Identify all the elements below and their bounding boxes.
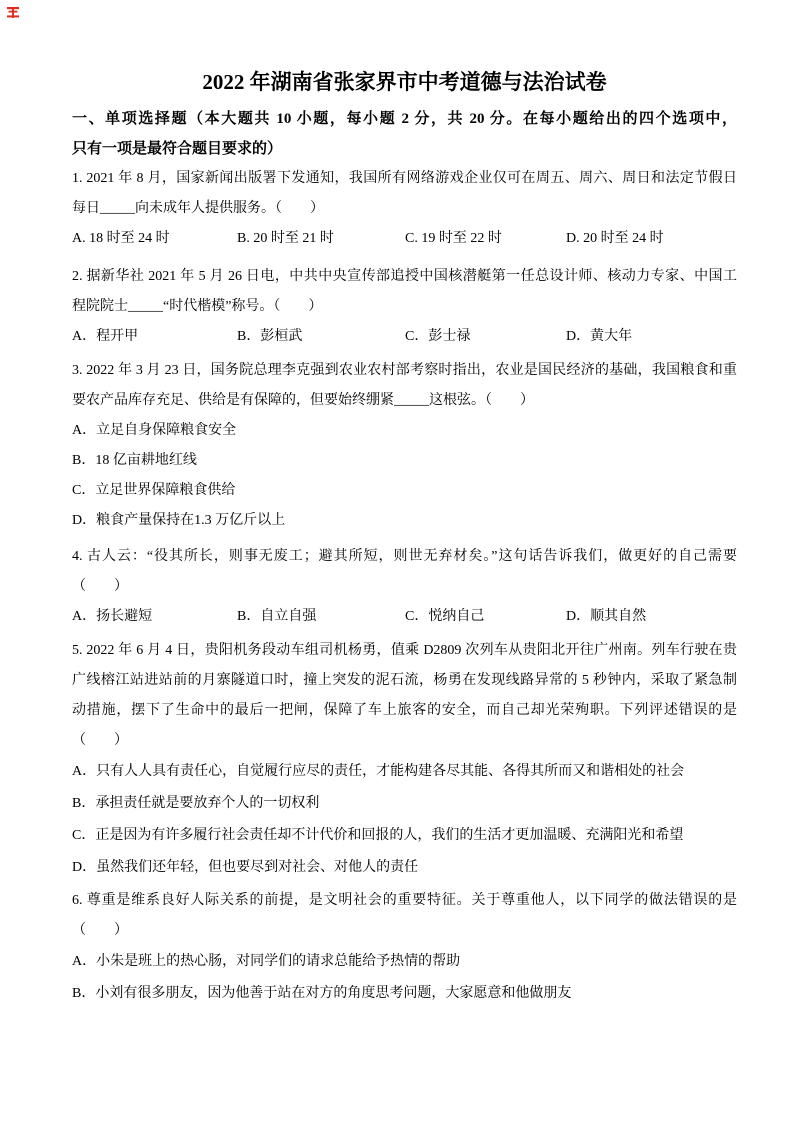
question-5-text-line-2: 广线榕江站进站前的月寨隧道口时，撞上突发的泥石流，杨勇在发现线路异常的 5 秒钟内，采取了紧急制 [72, 673, 737, 688]
question-2-option-a: A．程开甲 [72, 329, 139, 344]
question-4-option-d: D．顺其自然 [566, 609, 647, 624]
question-1-options-row [72, 224, 737, 254]
red-stamp-icon [7, 7, 19, 18]
question-6-text-line-2: （ ） [72, 923, 128, 938]
question-5-text-line-1: 5. 2022 年 6 月 4 日，贵阳机务段动车组司机杨勇，值乘 D2809 次列车从贵阳北开往广州南。列车行驶在贵 [72, 643, 737, 658]
question-3-option-a: A．立足自身保障粮食安全 [72, 423, 237, 438]
section-header-line-1: 一、单项选择题（本大题共 10 小题，每小题 2 分，共 20 分。在每小题给出的四个选项中， [72, 111, 737, 127]
question-4-option-b: B．自立自强 [237, 609, 317, 624]
question-5-option-a: A．只有人人具有责任心，自觉履行应尽的责任，才能构建各尽其能、各得其所而又和谐相处的社会 [72, 764, 685, 779]
question-2-option-b: B．彭桓武 [237, 329, 303, 344]
question-5-option-b: B．承担责任就是要放弃个人的一切权利 [72, 796, 320, 811]
exam-paper [72, 0, 737, 1010]
question-5 [72, 636, 737, 884]
question-3-option-c: C．立足世界保障粮食供给 [72, 483, 236, 498]
section-header [72, 104, 737, 164]
question-2-option-c: C．彭士禄 [405, 329, 471, 344]
question-4-options-row [72, 602, 737, 632]
question-6 [72, 886, 737, 1010]
question-3-option-b: B．18 亿亩耕地红线 [72, 453, 197, 468]
question-1 [72, 164, 737, 254]
question-4-option-c: C．悦纳自己 [405, 609, 485, 624]
page-title: 2022 年湖南省张家界市中考道德与法治试卷 [202, 70, 607, 94]
question-2-option-d: D．黄大年 [566, 329, 633, 344]
question-2-options-row [72, 322, 737, 352]
question-3-text-line-2: 要农产品库存充足、供给是有保障的，但要始终绷紧_____这根弦。（ ） [72, 393, 534, 408]
question-6-text-line-1: 6. 尊重是维系良好人际关系的前提，是文明社会的重要特征。关于尊重他人，以下同学的做法错误的是 [72, 893, 737, 908]
question-1-option-a: A. 18 时至 24 时 [72, 231, 170, 246]
question-4 [72, 542, 737, 632]
question-3 [72, 356, 737, 536]
question-1-text-line-1: 1. 2021 年 8 月，国家新闻出版署下发通知，我国所有网络游戏企业仅可在周五、周六、周日和法定节假日 [72, 171, 737, 186]
question-4-option-a: A．扬长避短 [72, 609, 153, 624]
question-2 [72, 262, 737, 352]
question-3-option-d: D．粮食产量保持在1.3 万亿斤以上 [72, 513, 286, 528]
section-header-line-2: 只有一项是最符合题目要求的） [72, 141, 283, 157]
question-6-option-a: A．小朱是班上的热心肠，对同学们的请求总能给予热情的帮助 [72, 954, 461, 969]
question-5-option-c: C．正是因为有许多履行社会责任却不计代价和回报的人，我们的生活才更加温暖、充满阳光和希望 [72, 828, 684, 843]
question-5-text-line-4: （ ） [72, 733, 128, 748]
question-5-option-d: D．虽然我们还年轻，但也要尽到对社会、对他人的责任 [72, 860, 419, 875]
question-6-option-b: B．小刘有很多朋友，因为他善于站在对方的角度思考问题，大家愿意和他做朋友 [72, 986, 572, 1001]
question-1-text-line-2: 每日_____向未成年人提供服务。（ ） [72, 201, 324, 216]
question-2-text-line-1: 2. 据新华社 2021 年 5 月 26 日电，中共中央宣传部追授中国核潜艇第一任总设计师、核动力专家、中国工 [72, 269, 737, 284]
question-3-text-line-1: 3. 2022 年 3 月 23 日，国务院总理李克强到农业农村部考察时指出，农业是国民经济的基础，我国粮食和重 [72, 363, 737, 378]
question-4-text-line-2: （ ） [72, 579, 128, 594]
question-1-option-d: D. 20 时至 24 时 [566, 231, 664, 246]
question-2-text-line-2: 程院院士_____“时代楷模”称号。（ ） [72, 299, 323, 314]
question-1-option-b: B. 20 时至 21 时 [237, 231, 334, 246]
question-5-text-line-3: 动措施，摆下了生命中的最后一把闸，保障了车上旅客的安全，而自己却光荣殉职。下列评述错误的是 [72, 703, 737, 718]
question-1-option-c: C. 19 时至 22 时 [405, 231, 502, 246]
question-4-text-line-1: 4. 古人云：“役其所长，则事无废工；避其所短，则世无弃材矣。”这句话告诉我们，做更好的自己需要 [72, 549, 737, 564]
